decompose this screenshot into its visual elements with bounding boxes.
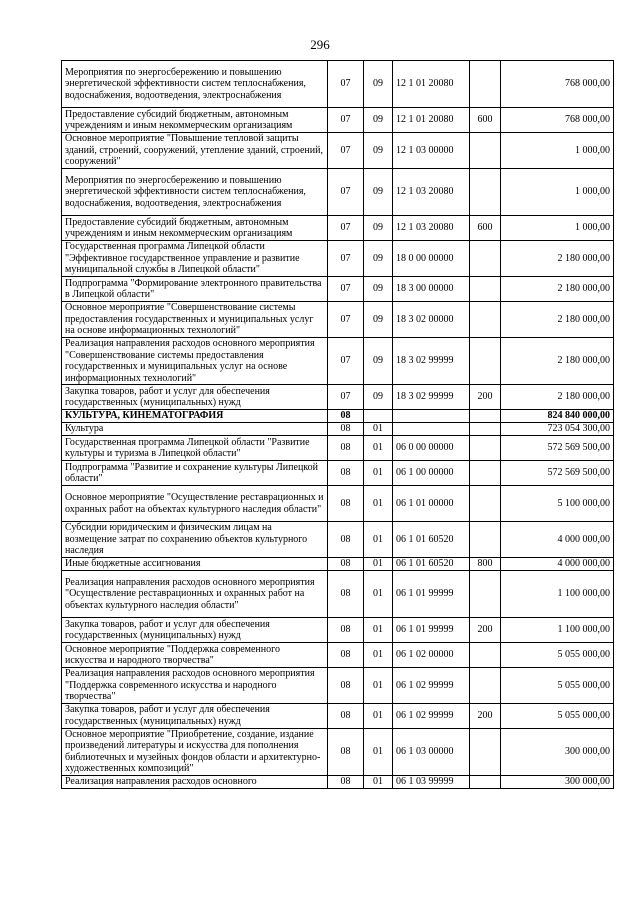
cell-target-article: 06 1 01 60520 [393, 558, 470, 571]
cell-name: Субсидии юридическим и физическим лицам на возмещение затрат по сохранению объектов культурного наследия [62, 522, 328, 558]
cell-expense-type [470, 338, 501, 385]
cell-expense-type [470, 643, 501, 668]
cell-section: 08 [328, 423, 364, 436]
cell-section: 08 [328, 522, 364, 558]
cell-section: 08 [328, 668, 364, 704]
table-row [62, 486, 614, 522]
cell-amount: 1 000,00 [501, 133, 614, 169]
cell-target-article: 18 0 00 00000 [393, 241, 470, 277]
cell-amount: 1 000,00 [501, 216, 614, 241]
cell-target-article: 06 1 02 00000 [393, 643, 470, 668]
cell-expense-type [470, 61, 501, 108]
cell-section: 08 [328, 461, 364, 486]
cell-subsection: 09 [364, 302, 393, 338]
cell-expense-type: 600 [470, 216, 501, 241]
cell-target-article: 06 1 02 99999 [393, 703, 470, 728]
cell-expense-type: 200 [470, 618, 501, 643]
cell-expense-type [470, 668, 501, 704]
cell-subsection: 01 [364, 522, 393, 558]
table-row [62, 216, 614, 241]
cell-section: 07 [328, 216, 364, 241]
cell-name: Реализация направления расходов основного мероприятия "Осуществление реставрационных и охранных работ на объектах культурного наследия области" [62, 571, 328, 618]
cell-expense-type: 200 [470, 385, 501, 410]
cell-amount: 5 055 000,00 [501, 668, 614, 704]
cell-expense-type [470, 571, 501, 618]
cell-expense-type [470, 522, 501, 558]
cell-section: 07 [328, 385, 364, 410]
table-row [62, 668, 614, 704]
table-row [62, 169, 614, 216]
cell-amount: 1 000,00 [501, 169, 614, 216]
cell-expense-type [470, 133, 501, 169]
cell-section: 07 [328, 241, 364, 277]
cell-amount: 4 000 000,00 [501, 522, 614, 558]
cell-amount: 723 054 300,00 [501, 423, 614, 436]
cell-subsection: 09 [364, 385, 393, 410]
cell-expense-type [470, 169, 501, 216]
cell-expense-type [470, 436, 501, 461]
cell-subsection: 01 [364, 571, 393, 618]
cell-expense-type [470, 410, 501, 423]
cell-subsection: 09 [364, 241, 393, 277]
cell-target-article: 12 1 03 20080 [393, 216, 470, 241]
cell-section: 07 [328, 169, 364, 216]
cell-expense-type [470, 241, 501, 277]
cell-target-article: 18 3 02 99999 [393, 338, 470, 385]
cell-expense-type [470, 461, 501, 486]
cell-amount: 2 180 000,00 [501, 277, 614, 302]
cell-amount: 824 840 000,00 [501, 410, 614, 423]
cell-target-article: 12 1 01 20080 [393, 108, 470, 133]
cell-subsection: 01 [364, 643, 393, 668]
table-row [62, 775, 614, 788]
cell-subsection: 01 [364, 618, 393, 643]
cell-section: 08 [328, 618, 364, 643]
cell-expense-type [470, 728, 501, 775]
cell-amount: 5 055 000,00 [501, 703, 614, 728]
cell-subsection: 01 [364, 775, 393, 788]
cell-section: 08 [328, 571, 364, 618]
cell-name: Закупка товаров, работ и услуг для обеспечения государственных (муниципальных) нужд [62, 703, 328, 728]
cell-target-article [393, 423, 470, 436]
cell-amount: 572 569 500,00 [501, 461, 614, 486]
table-row [62, 133, 614, 169]
cell-name: КУЛЬТУРА, КИНЕМАТОГРАФИЯ [62, 410, 328, 423]
cell-target-article: 06 1 03 00000 [393, 728, 470, 775]
cell-target-article: 06 1 01 99999 [393, 571, 470, 618]
budget-table [61, 60, 614, 789]
cell-target-article: 06 1 00 00000 [393, 461, 470, 486]
cell-subsection: 09 [364, 277, 393, 302]
cell-section: 08 [328, 558, 364, 571]
cell-subsection: 09 [364, 169, 393, 216]
cell-target-article [393, 410, 470, 423]
cell-name: Основное мероприятие "Совершенствование системы предоставления государственных и муниципальных услуг на основе информационных технологий" [62, 302, 328, 338]
cell-amount: 2 180 000,00 [501, 241, 614, 277]
cell-expense-type [470, 302, 501, 338]
cell-amount: 768 000,00 [501, 108, 614, 133]
cell-target-article: 12 1 01 20080 [393, 61, 470, 108]
cell-section: 07 [328, 302, 364, 338]
cell-name: Реализация направления расходов основного [62, 775, 328, 788]
cell-section: 08 [328, 728, 364, 775]
cell-name: Культура [62, 423, 328, 436]
cell-amount: 2 180 000,00 [501, 385, 614, 410]
cell-name: Иные бюджетные ассигнования [62, 558, 328, 571]
cell-target-article: 18 3 02 00000 [393, 302, 470, 338]
table-row [62, 108, 614, 133]
cell-section: 08 [328, 775, 364, 788]
cell-subsection: 09 [364, 216, 393, 241]
table-row [62, 302, 614, 338]
cell-name: Государственная программа Липецкой области "Эффективное государственное управление и развитие муниципальной службы в Липецкой области" [62, 241, 328, 277]
cell-target-article: 06 1 02 99999 [393, 668, 470, 704]
table-row [62, 61, 614, 108]
cell-section: 08 [328, 703, 364, 728]
table-row [62, 385, 614, 410]
cell-name: Закупка товаров, работ и услуг для обеспечения государственных (муниципальных) нужд [62, 385, 328, 410]
table-row [62, 410, 614, 423]
cell-name: Подпрограмма "Развитие и сохранение культуры Липецкой области" [62, 461, 328, 486]
table-row [62, 241, 614, 277]
table-row [62, 558, 614, 571]
cell-target-article: 06 1 01 00000 [393, 486, 470, 522]
cell-name: Предоставление субсидий бюджетным, автономным учреждениям и иным некоммерческим организациям [62, 108, 328, 133]
cell-amount: 572 569 500,00 [501, 436, 614, 461]
table-row [62, 703, 614, 728]
cell-name: Мероприятия по энергосбережению и повышению энергетической эффективности систем теплоснабжения, водоснабжения, водоотведения, электроснабжения [62, 169, 328, 216]
cell-amount: 5 100 000,00 [501, 486, 614, 522]
cell-section: 08 [328, 436, 364, 461]
table-row [62, 436, 614, 461]
table-row [62, 728, 614, 775]
cell-target-article: 18 3 02 99999 [393, 385, 470, 410]
cell-name: Основное мероприятие "Осуществление реставрационных и охранных работ на объектах культурного наследия области" [62, 486, 328, 522]
cell-amount: 4 000 000,00 [501, 558, 614, 571]
cell-name: Основное мероприятие "Поддержка современного искусства и народного творчества" [62, 643, 328, 668]
cell-expense-type: 200 [470, 703, 501, 728]
cell-target-article: 18 3 00 00000 [393, 277, 470, 302]
cell-target-article: 06 1 01 60520 [393, 522, 470, 558]
cell-amount: 300 000,00 [501, 728, 614, 775]
budget-table-body [62, 61, 614, 789]
cell-subsection: 01 [364, 461, 393, 486]
cell-subsection: 09 [364, 108, 393, 133]
cell-section: 07 [328, 133, 364, 169]
cell-amount: 768 000,00 [501, 61, 614, 108]
cell-amount: 2 180 000,00 [501, 302, 614, 338]
cell-subsection: 01 [364, 703, 393, 728]
cell-section: 07 [328, 277, 364, 302]
cell-target-article: 06 1 01 99999 [393, 618, 470, 643]
table-row [62, 338, 614, 385]
cell-name: Основное мероприятие "Приобретение, создание, издание произведений литературы и искусства для пополнения библиотечных и музейных фондов области и архитектурно-художественных композиций" [62, 728, 328, 775]
cell-amount: 300 000,00 [501, 775, 614, 788]
table-row [62, 522, 614, 558]
cell-expense-type [470, 486, 501, 522]
cell-subsection: 01 [364, 486, 393, 522]
cell-subsection: 01 [364, 558, 393, 571]
page-number: 296 [310, 37, 330, 52]
cell-target-article: 06 1 03 99999 [393, 775, 470, 788]
cell-section: 07 [328, 338, 364, 385]
cell-expense-type: 600 [470, 108, 501, 133]
cell-target-article: 06 0 00 00000 [393, 436, 470, 461]
cell-subsection: 09 [364, 133, 393, 169]
cell-amount: 1 100 000,00 [501, 571, 614, 618]
cell-target-article: 12 1 03 20080 [393, 169, 470, 216]
cell-expense-type: 800 [470, 558, 501, 571]
cell-name: Подпрограмма "Формирование электронного правительства в Липецкой области" [62, 277, 328, 302]
cell-name: Предоставление субсидий бюджетным, автономным учреждениям и иным некоммерческим организациям [62, 216, 328, 241]
cell-section: 08 [328, 410, 364, 423]
cell-name: Государственная программа Липецкой области "Развитие культуры и туризма в Липецкой области" [62, 436, 328, 461]
cell-section: 07 [328, 108, 364, 133]
cell-amount: 2 180 000,00 [501, 338, 614, 385]
cell-name: Реализация направления расходов основного мероприятия "Совершенствование системы предоставления государственных и муниципальных услуг на основе информационных технологий" [62, 338, 328, 385]
cell-name: Основное мероприятие "Повышение тепловой защиты зданий, строений, сооружений, утепление зданий, строений, сооружений" [62, 133, 328, 169]
cell-section: 08 [328, 643, 364, 668]
cell-name: Реализация направления расходов основного мероприятия "Поддержка современного искусства и народного творчества" [62, 668, 328, 704]
table-row [62, 571, 614, 618]
cell-expense-type [470, 423, 501, 436]
cell-subsection: 01 [364, 668, 393, 704]
table-row [62, 618, 614, 643]
cell-name: Закупка товаров, работ и услуг для обеспечения государственных (муниципальных) нужд [62, 618, 328, 643]
cell-amount: 5 055 000,00 [501, 643, 614, 668]
cell-target-article: 12 1 03 00000 [393, 133, 470, 169]
cell-subsection: 09 [364, 338, 393, 385]
cell-subsection: 09 [364, 61, 393, 108]
cell-subsection: 01 [364, 423, 393, 436]
cell-subsection [364, 410, 393, 423]
cell-expense-type [470, 775, 501, 788]
cell-subsection: 01 [364, 436, 393, 461]
cell-expense-type [470, 277, 501, 302]
cell-section: 07 [328, 61, 364, 108]
table-row [62, 423, 614, 436]
table-row [62, 277, 614, 302]
cell-section: 08 [328, 486, 364, 522]
cell-subsection: 01 [364, 728, 393, 775]
cell-amount: 1 100 000,00 [501, 618, 614, 643]
table-row [62, 643, 614, 668]
table-row [62, 461, 614, 486]
cell-name: Мероприятия по энергосбережению и повышению энергетической эффективности систем теплоснабжения, водоснабжения, водоотведения, электроснабжения [62, 61, 328, 108]
